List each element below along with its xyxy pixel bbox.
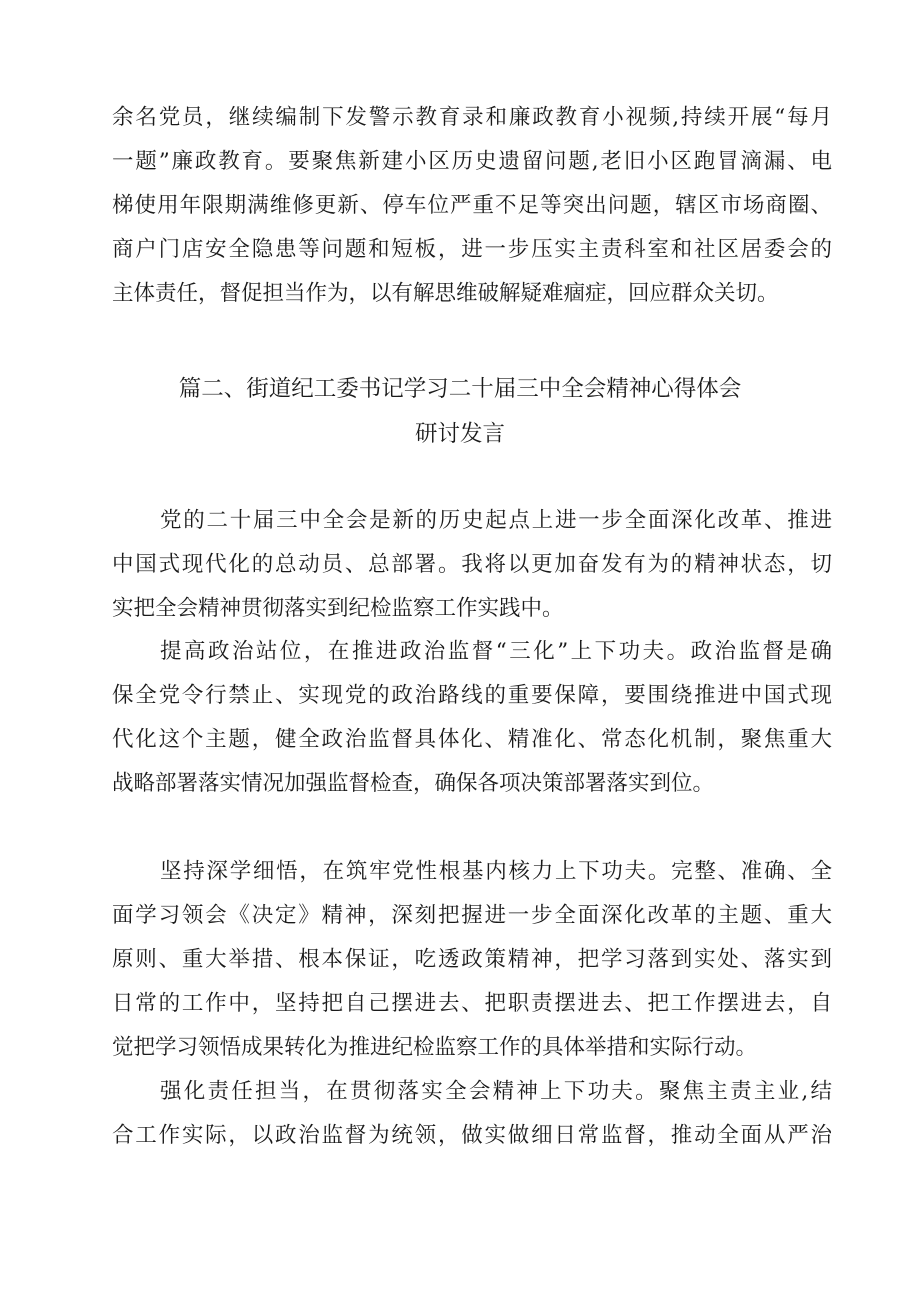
text-line: 一题”廉政教育。要聚焦新建小区历史遗留问题,老旧小区跑冒滴漏、电	[112, 149, 832, 174]
section-title-line-1: 篇二、街道纪工委书记学习二十届三中全会精神心得体会	[178, 376, 742, 402]
text-line: 主体责任，督促担当作为，以有解思维破解疑难痼症，回应群众关切。	[112, 281, 779, 306]
text-line: 保全党令行禁止、实现党的政治路线的重要保障，要围绕推进中国式现	[112, 683, 832, 708]
text-line: 觉把学习领悟成果转化为推进纪检监察工作的具体举措和实际行动。	[112, 1035, 758, 1060]
text-line: 战略部署落实情况加强监督检查，确保各项决策部署落实到位。	[112, 771, 715, 796]
text-line: 提高政治站位，在推进政治监督“三化”上下功夫。政治监督是确	[160, 639, 832, 664]
text-line: 强化责任担当，在贯彻落实全会精神上下功夫。聚焦主责主业,结	[160, 1079, 832, 1104]
text-line: 余名党员，继续编制下发警示教育录和廉政教育小视频,持续开展“每月	[112, 105, 832, 130]
text-line: 原则、重大举措、根本保证，吃透政策精神，把学习落到实处、落实到	[112, 947, 832, 972]
text-line: 商户门店安全隐患等问题和短板，进一步压实主责科室和社区居委会的	[112, 237, 832, 262]
text-line: 实把全会精神贯彻落实到纪检监察工作实践中。	[112, 596, 564, 621]
text-line: 党的二十届三中全会是新的历史起点上进一步全面深化改革、推进	[160, 508, 832, 533]
text-line: 坚持深学细悟，在筑牢党性根基内核力上下功夫。完整、准确、全	[160, 859, 832, 884]
text-line: 合工作实际，以政治监督为统领，做实做细日常监督，推动全面从严治	[112, 1123, 832, 1148]
text-line: 梯使用年限期满维修更新、停车位严重不足等突出问题，辖区市场商圈、	[112, 193, 832, 218]
text-line: 代化这个主题，健全政治监督具体化、精准化、常态化机制，聚焦重大	[112, 727, 832, 752]
text-line: 面学习领会《决定》精神，深刻把握进一步全面深化改革的主题、重大	[112, 903, 832, 928]
text-line: 中国式现代化的总动员、总部署。我将以更加奋发有为的精神状态，切	[112, 552, 832, 577]
section-title-line-2: 研讨发言	[414, 421, 505, 447]
text-line: 日常的工作中，坚持把自己摆进去、把职责摆进去、把工作摆进去，自	[112, 991, 832, 1016]
